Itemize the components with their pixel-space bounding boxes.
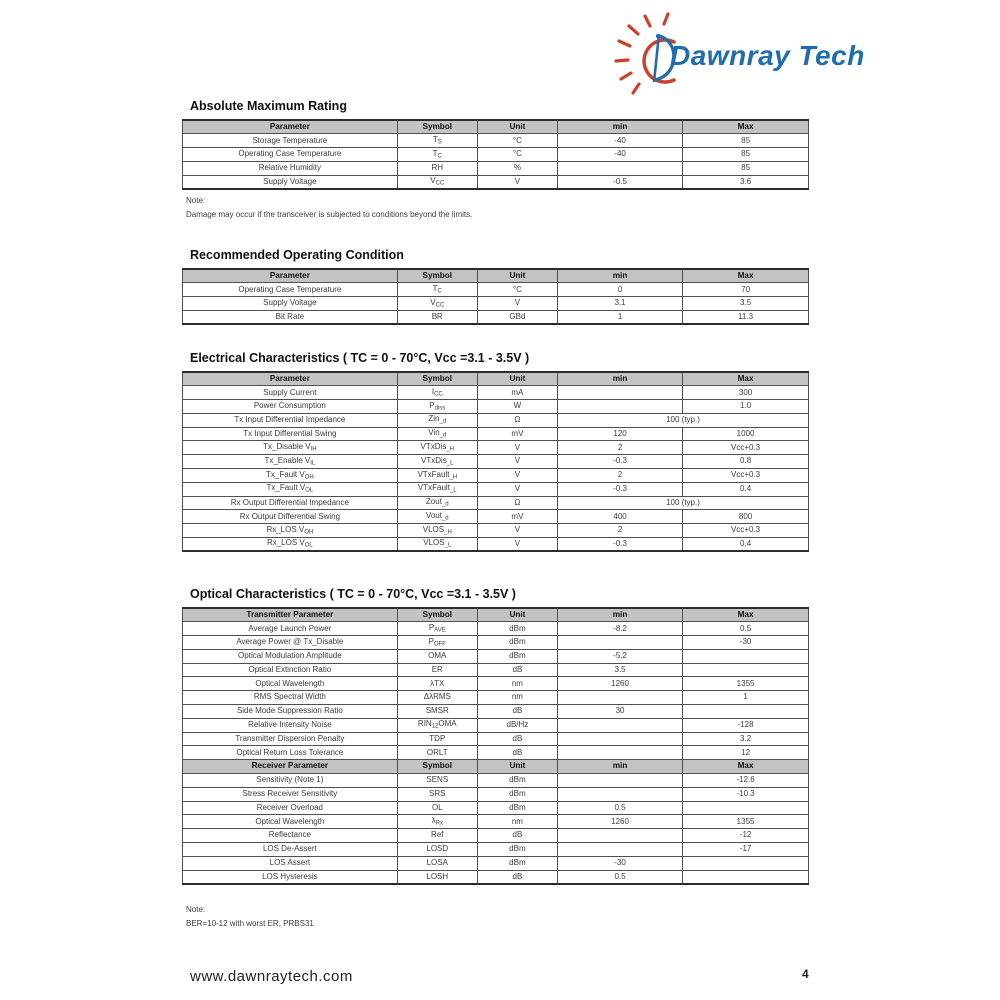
table-row <box>183 175 809 189</box>
value-cell: 3.5 <box>683 297 809 311</box>
parameter-cell: Rx_LOS $V_{OL}$ <box>183 538 398 552</box>
parameter-cell: Stress Receiver Sensitivity <box>183 787 398 801</box>
value-cell: -0.3 <box>557 482 682 496</box>
value-cell <box>683 705 809 719</box>
value-cell: dBm <box>477 843 557 857</box>
table-row <box>183 801 809 815</box>
value-cell: 120 <box>557 427 682 441</box>
column-header: Receiver Parameter <box>183 760 398 774</box>
value-cell: V <box>477 469 557 483</box>
table-row <box>183 732 809 746</box>
column-header: Max <box>683 760 809 774</box>
parameter-cell: Optical Wavelength <box>183 815 398 829</box>
section-title-optical-characteristics: Optical Characteristics ( TC = 0 - 70°C, Vcc =3.1 - 3.5V ) <box>190 587 516 601</box>
table-row <box>183 161 809 175</box>
value-cell: 0.4 <box>683 538 809 552</box>
table-row <box>183 774 809 788</box>
section-title-absolute-maximum-rating: Absolute Maximum Rating <box>190 99 347 113</box>
value-cell: 3.6 <box>683 175 809 189</box>
value-cell: 100 (typ.) <box>557 496 808 510</box>
column-header: Unit <box>477 269 557 283</box>
value-cell: V <box>477 441 557 455</box>
logo-text: Dawnray Tech <box>670 40 865 71</box>
table-row <box>183 148 809 162</box>
value-cell: VTxFault$_{\_H}$ <box>397 469 477 483</box>
value-cell: 1260 <box>557 677 682 691</box>
absolute-maximum-note <box>186 194 472 222</box>
value-cell <box>683 649 809 663</box>
parameter-cell: Operating Case Temperature <box>183 148 398 162</box>
value-cell: mV <box>477 510 557 524</box>
value-cell: -12.6 <box>683 774 809 788</box>
recommended-operating-condition-table <box>182 268 809 325</box>
value-cell <box>557 843 682 857</box>
table-row <box>183 310 809 324</box>
value-cell: OL <box>397 801 477 815</box>
value-cell <box>557 636 682 650</box>
parameter-cell: LOS Assert <box>183 856 398 870</box>
value-cell <box>557 386 682 400</box>
parameter-cell: Side Mode Suppression Ratio <box>183 705 398 719</box>
value-cell: $V_{CC}$ <box>397 175 477 189</box>
value-cell: Vcc+0.3 <box>683 441 809 455</box>
parameter-cell: Tx Input Differential Impedance <box>183 413 398 427</box>
value-cell: dB <box>477 663 557 677</box>
value-cell <box>683 801 809 815</box>
column-header: min <box>557 120 682 134</box>
parameter-cell: Average Launch Power <box>183 622 398 636</box>
note-label: Note: <box>186 905 206 914</box>
column-header: min <box>557 760 682 774</box>
table-row <box>183 829 809 843</box>
column-header: min <box>557 608 682 622</box>
parameter-cell: Receiver Overload <box>183 801 398 815</box>
table-row <box>183 663 809 677</box>
value-cell: VTxFault$_{\_L}$ <box>397 482 477 496</box>
value-cell: $T_S$ <box>397 134 477 148</box>
table-row <box>183 441 809 455</box>
value-cell: -128 <box>683 718 809 732</box>
table-row <box>183 386 809 400</box>
value-cell: 400 <box>557 510 682 524</box>
value-cell: $P_{diss}$ <box>397 400 477 414</box>
parameter-cell: Optical Return Loss Tolerance <box>183 746 398 760</box>
value-cell: dBm <box>477 774 557 788</box>
value-cell: -30 <box>683 636 809 650</box>
value-cell: V <box>477 524 557 538</box>
parameter-cell: Rx Output Differential Impedance <box>183 496 398 510</box>
note-text: BER=10-12 with worst ER, PRBS31 <box>186 919 314 928</box>
table-row <box>183 524 809 538</box>
parameter-cell: Power Consumption <box>183 400 398 414</box>
value-cell: LOSD <box>397 843 477 857</box>
parameter-cell: Optical Extinction Ratio <box>183 663 398 677</box>
value-cell: $I_{CC}$ <box>397 386 477 400</box>
value-cell: dB <box>477 746 557 760</box>
column-header: Symbol <box>397 372 477 386</box>
value-cell: VTxDis$_{\_H}$ <box>397 441 477 455</box>
value-cell <box>557 718 682 732</box>
value-cell: GBd <box>477 310 557 324</box>
value-cell: dB <box>477 732 557 746</box>
note-label: Note: <box>186 196 206 205</box>
value-cell: OMA <box>397 649 477 663</box>
electrical-characteristics-table <box>182 371 809 552</box>
column-header: Max <box>683 608 809 622</box>
value-cell: $T_C$ <box>397 148 477 162</box>
table-row <box>183 482 809 496</box>
value-cell: dBm <box>477 622 557 636</box>
table-row <box>183 856 809 870</box>
value-cell: -0.3 <box>557 538 682 552</box>
value-cell: LOSA <box>397 856 477 870</box>
parameter-cell: Tx_Fault $V_{OH}$ <box>183 469 398 483</box>
table-row <box>183 427 809 441</box>
value-cell: V <box>477 482 557 496</box>
value-cell: 1355 <box>683 815 809 829</box>
value-cell: dB/Hz <box>477 718 557 732</box>
value-cell: 3.2 <box>683 732 809 746</box>
absolute-maximum-rating-table <box>182 119 809 190</box>
value-cell: W <box>477 400 557 414</box>
section-title-electrical-characteristics: Electrical Characteristics ( TC = 0 - 70°C, Vcc =3.1 - 3.5V ) <box>190 351 530 365</box>
value-cell: 0.8 <box>683 455 809 469</box>
optical-note <box>186 903 314 931</box>
value-cell: ORLT <box>397 746 477 760</box>
parameter-cell: Sensitivity (Note 1) <box>183 774 398 788</box>
column-header: Max <box>683 269 809 283</box>
value-cell: V <box>477 297 557 311</box>
parameter-cell: Average Power @ Tx_Disable <box>183 636 398 650</box>
value-cell: 1000 <box>683 427 809 441</box>
table-header-row <box>183 269 809 283</box>
value-cell: 85 <box>683 134 809 148</box>
column-header: Symbol <box>397 269 477 283</box>
value-cell: 3.5 <box>557 663 682 677</box>
column-header: Symbol <box>397 608 477 622</box>
parameter-cell: Supply Voltage <box>183 297 398 311</box>
column-header: Symbol <box>397 120 477 134</box>
value-cell: 0.4 <box>683 482 809 496</box>
parameter-cell: Tx_Fault $V_{OL}$ <box>183 482 398 496</box>
value-cell: V <box>477 175 557 189</box>
table-row <box>183 677 809 691</box>
value-cell: $RIN_{12}OMA$ <box>397 718 477 732</box>
column-header: Unit <box>477 120 557 134</box>
value-cell: -17 <box>683 843 809 857</box>
parameter-cell: Rx Output Differential Swing <box>183 510 398 524</box>
value-cell: 1.0 <box>683 400 809 414</box>
value-cell: nm <box>477 815 557 829</box>
value-cell: dBm <box>477 649 557 663</box>
value-cell <box>557 746 682 760</box>
value-cell: $VLOS_{\_L}$ <box>397 538 477 552</box>
parameter-cell: Supply Voltage <box>183 175 398 189</box>
value-cell: dBm <box>477 801 557 815</box>
parameter-cell: Tx_Disable $V_{IH}$ <box>183 441 398 455</box>
value-cell: 70 <box>683 283 809 297</box>
value-cell: 12 <box>683 746 809 760</box>
page-number: 4 <box>802 967 809 981</box>
value-cell: mA <box>477 386 557 400</box>
value-cell <box>557 691 682 705</box>
value-cell: Zin$_{\_d}$ <box>397 413 477 427</box>
table-row <box>183 787 809 801</box>
value-cell: Vcc+0.3 <box>683 524 809 538</box>
table-header-row <box>183 760 809 774</box>
value-cell <box>683 856 809 870</box>
value-cell: -10.3 <box>683 787 809 801</box>
table-row <box>183 843 809 857</box>
value-cell: Zout$_{\_d}$ <box>397 496 477 510</box>
table-header-row <box>183 608 809 622</box>
value-cell: -30 <box>557 856 682 870</box>
value-cell: Ω <box>477 413 557 427</box>
parameter-cell: RMS Spectral Width <box>183 691 398 705</box>
value-cell <box>557 400 682 414</box>
value-cell: dB <box>477 870 557 884</box>
value-cell: Vout$_{\_d}$ <box>397 510 477 524</box>
column-header: Unit <box>477 608 557 622</box>
value-cell: VTxDis$_{\_L}$ <box>397 455 477 469</box>
value-cell: SENS <box>397 774 477 788</box>
value-cell <box>683 663 809 677</box>
table-row <box>183 649 809 663</box>
table-row <box>183 691 809 705</box>
value-cell: SMSR <box>397 705 477 719</box>
parameter-cell: Bit Rate <box>183 310 398 324</box>
value-cell: -0.3 <box>557 455 682 469</box>
value-cell: $T_C$ <box>397 283 477 297</box>
table-row <box>183 718 809 732</box>
value-cell: dBm <box>477 856 557 870</box>
parameter-cell: Operating Case Temperature <box>183 283 398 297</box>
value-cell <box>557 829 682 843</box>
value-cell: V <box>477 538 557 552</box>
table-header-row <box>183 372 809 386</box>
parameter-cell: LOS De-Assert <box>183 843 398 857</box>
value-cell: 85 <box>683 161 809 175</box>
value-cell: 30 <box>557 705 682 719</box>
value-cell: TDP <box>397 732 477 746</box>
column-header: min <box>557 269 682 283</box>
parameter-cell: Optical Wavelength <box>183 677 398 691</box>
value-cell: dBm <box>477 787 557 801</box>
value-cell <box>557 732 682 746</box>
parameter-cell: Tx_Enable $V_{IL}$ <box>183 455 398 469</box>
table-row <box>183 455 809 469</box>
value-cell: SRS <box>397 787 477 801</box>
table-row <box>183 636 809 650</box>
column-header: Max <box>683 372 809 386</box>
table-row <box>183 622 809 636</box>
column-header: Unit <box>477 760 557 774</box>
parameter-cell: Supply Current <box>183 386 398 400</box>
value-cell: λTX <box>397 677 477 691</box>
value-cell: nm <box>477 691 557 705</box>
value-cell: 0 <box>557 283 682 297</box>
table-row <box>183 400 809 414</box>
column-header: Parameter <box>183 120 398 134</box>
parameter-cell: Reflectance <box>183 829 398 843</box>
value-cell <box>557 161 682 175</box>
table-row <box>183 746 809 760</box>
table-row <box>183 297 809 311</box>
value-cell <box>557 774 682 788</box>
value-cell: -0.5 <box>557 175 682 189</box>
value-cell: RH <box>397 161 477 175</box>
table-header-row <box>183 120 809 134</box>
parameter-cell: Relative Intensity Noise <box>183 718 398 732</box>
parameter-cell: Optical Modulation Amplitude <box>183 649 398 663</box>
parameter-cell: Relative Humidity <box>183 161 398 175</box>
value-cell: °C <box>477 134 557 148</box>
value-cell: dB <box>477 705 557 719</box>
column-header: min <box>557 372 682 386</box>
column-header: Unit <box>477 372 557 386</box>
section-title-recommended-operating-condition: Recommended Operating Condition <box>190 248 404 262</box>
value-cell: ER <box>397 663 477 677</box>
value-cell: 0.5 <box>557 870 682 884</box>
table-row <box>183 413 809 427</box>
value-cell: Ref <box>397 829 477 843</box>
value-cell: °C <box>477 148 557 162</box>
table-row <box>183 510 809 524</box>
table-row <box>183 815 809 829</box>
value-cell: $VLOS_{\_H}$ <box>397 524 477 538</box>
optical-characteristics-table <box>182 607 809 885</box>
column-header: Max <box>683 120 809 134</box>
parameter-cell: LOS Hysteresis <box>183 870 398 884</box>
parameter-cell: Rx_LOS $V_{OH}$ <box>183 524 398 538</box>
value-cell: Vin$_{\_d}$ <box>397 427 477 441</box>
table-row <box>183 469 809 483</box>
value-cell: 1 <box>557 310 682 324</box>
value-cell: Ω <box>477 496 557 510</box>
value-cell: 85 <box>683 148 809 162</box>
table-row <box>183 870 809 884</box>
value-cell: ΔλRMS <box>397 691 477 705</box>
column-header: Symbol <box>397 760 477 774</box>
value-cell: 1260 <box>557 815 682 829</box>
value-cell: 11.3 <box>683 310 809 324</box>
value-cell <box>683 870 809 884</box>
value-cell: nm <box>477 677 557 691</box>
note-text: Damage may occur if the transceiver is subjected to conditions beyond the limits. <box>186 210 473 219</box>
value-cell: 2 <box>557 524 682 538</box>
value-cell: 0.5 <box>683 622 809 636</box>
value-cell: 800 <box>683 510 809 524</box>
parameter-cell: Transmitter Dispersion Penalty <box>183 732 398 746</box>
value-cell: 100 (typ.) <box>557 413 808 427</box>
value-cell: Vcc+0.3 <box>683 469 809 483</box>
table-row <box>183 134 809 148</box>
column-header: Parameter <box>183 372 398 386</box>
value-cell: BR <box>397 310 477 324</box>
value-cell <box>557 787 682 801</box>
value-cell: 3.1 <box>557 297 682 311</box>
company-logo <box>612 10 865 95</box>
value-cell: 1355 <box>683 677 809 691</box>
value-cell: -8.2 <box>557 622 682 636</box>
column-header: Transmitter Parameter <box>183 608 398 622</box>
column-header: Parameter <box>183 269 398 283</box>
table-row <box>183 283 809 297</box>
value-cell: $P_{AVE}$ <box>397 622 477 636</box>
value-cell: -5.2 <box>557 649 682 663</box>
footer-url: www.dawnraytech.com <box>190 968 353 985</box>
value-cell: -12 <box>683 829 809 843</box>
table-row <box>183 496 809 510</box>
value-cell: mV <box>477 427 557 441</box>
value-cell: °C <box>477 283 557 297</box>
value-cell: % <box>477 161 557 175</box>
value-cell: $V_{CC}$ <box>397 297 477 311</box>
value-cell: dBm <box>477 636 557 650</box>
value-cell: 1 <box>683 691 809 705</box>
value-cell: LOSH <box>397 870 477 884</box>
table-row <box>183 705 809 719</box>
value-cell: 2 <box>557 469 682 483</box>
value-cell: 0.5 <box>557 801 682 815</box>
value-cell: 300 <box>683 386 809 400</box>
value-cell: dB <box>477 829 557 843</box>
parameter-cell: Tx Input Differential Swing <box>183 427 398 441</box>
table-row <box>183 538 809 552</box>
value-cell: -40 <box>557 134 682 148</box>
value-cell: $\lambda_{Rx}$ <box>397 815 477 829</box>
value-cell: -40 <box>557 148 682 162</box>
value-cell: $P_{OFF}$ <box>397 636 477 650</box>
value-cell: 2 <box>557 441 682 455</box>
parameter-cell: Storage Temperature <box>183 134 398 148</box>
value-cell: V <box>477 455 557 469</box>
